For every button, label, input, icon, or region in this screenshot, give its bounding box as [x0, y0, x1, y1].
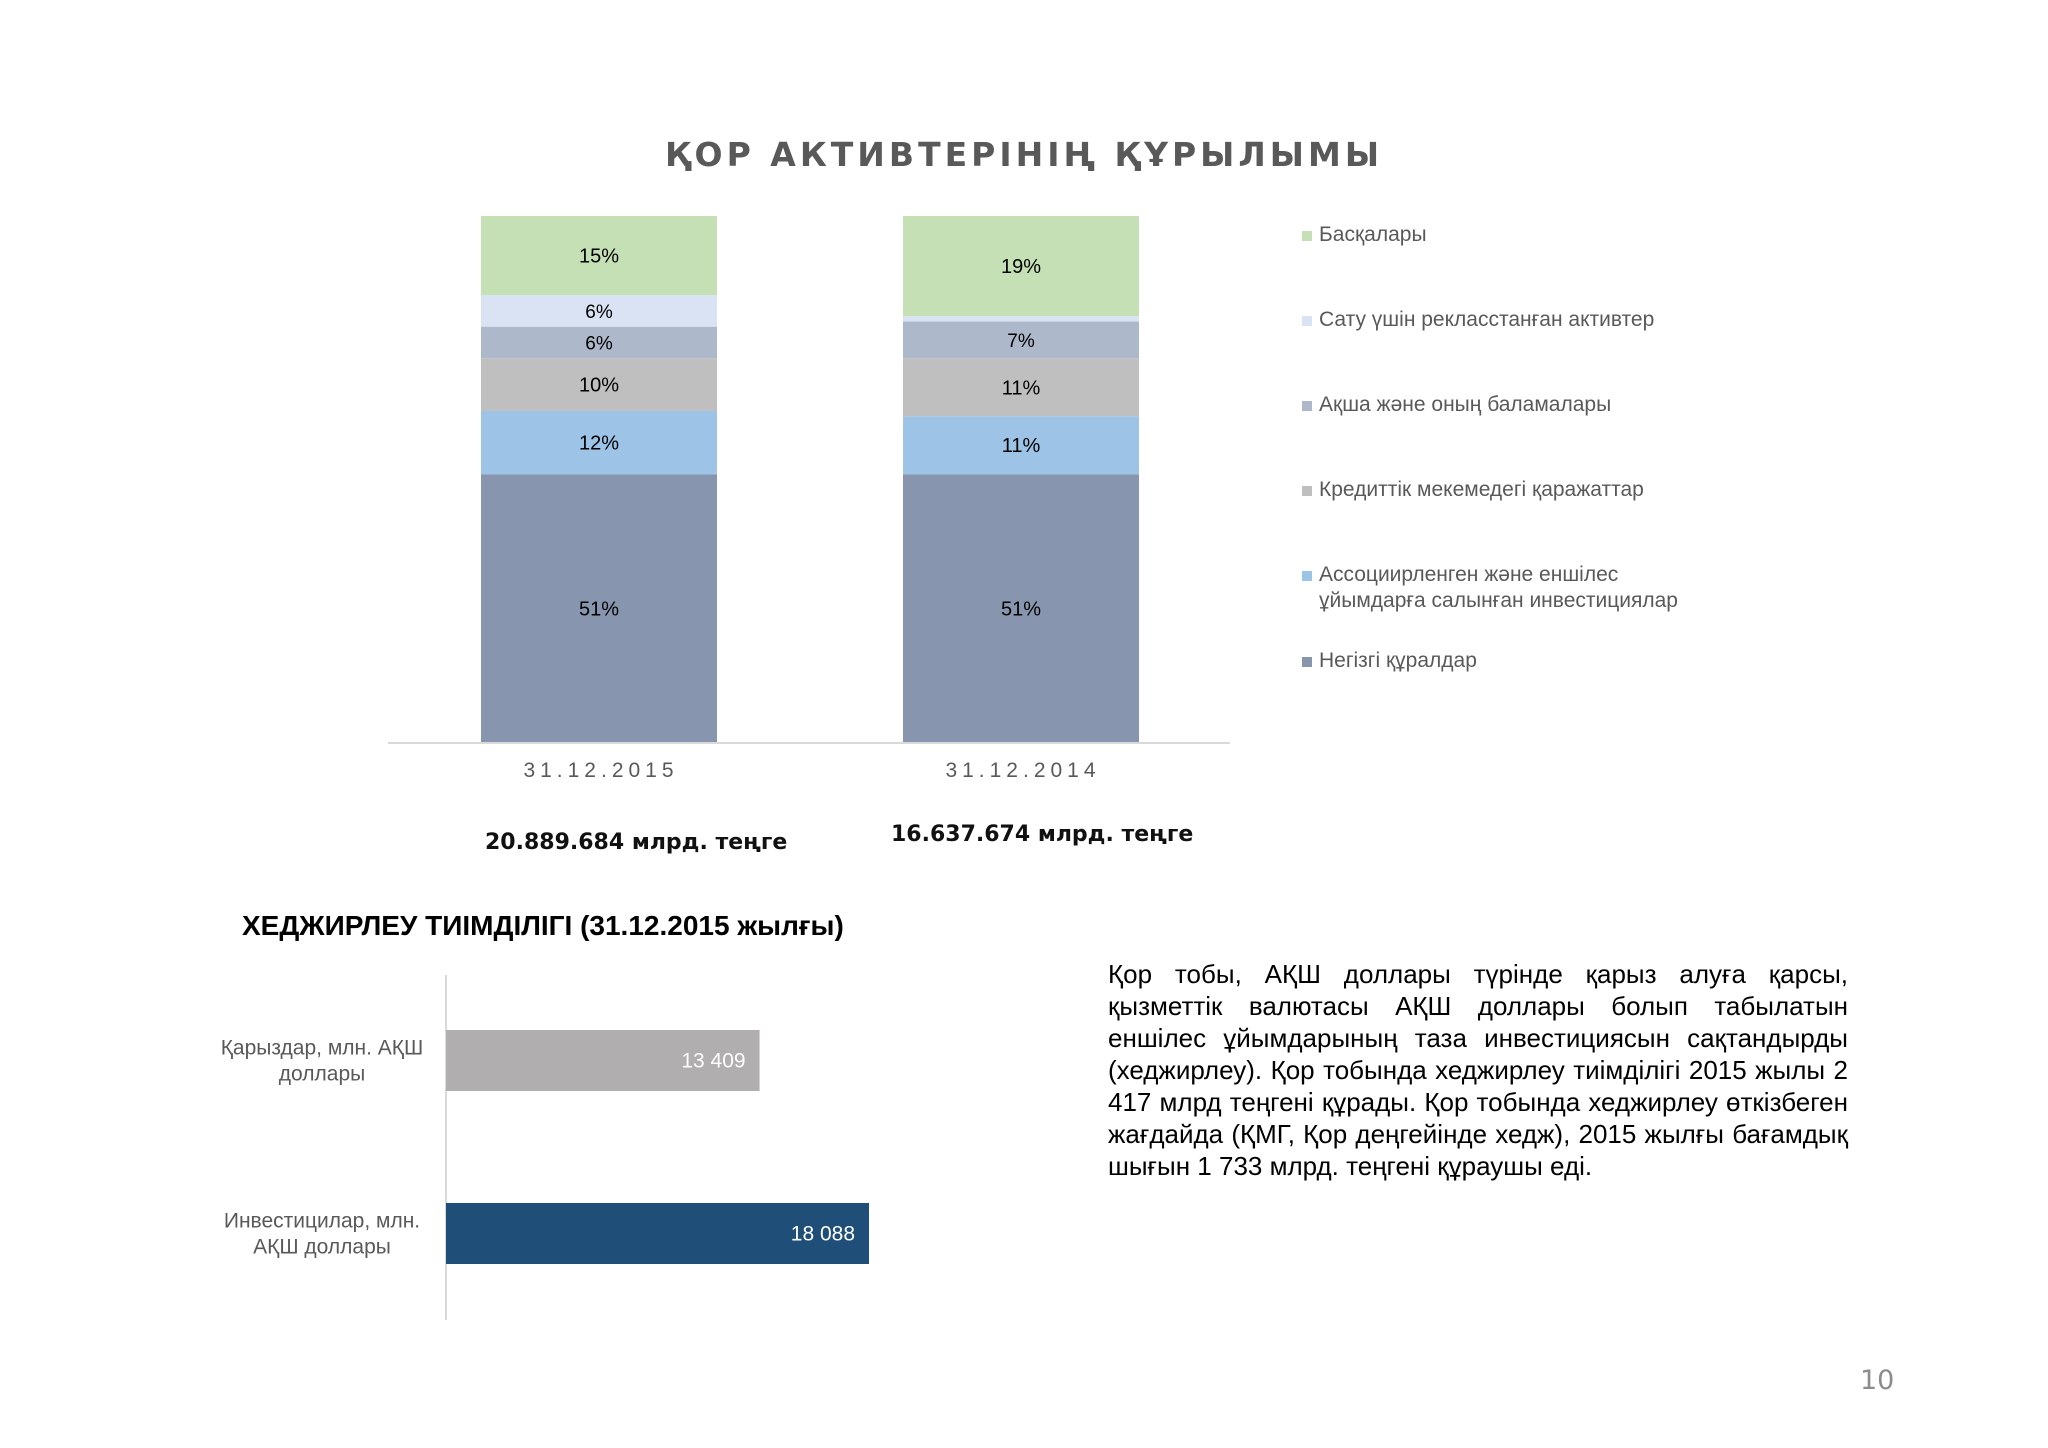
legend-label: Негізгі құралдар	[1319, 649, 1477, 672]
bar-label-1-2: 11%	[1001, 377, 1041, 400]
hbar-category-label-0: Қарыздар, млн. АҚШ доллары	[220, 1036, 424, 1086]
bar-label-0-1: 12%	[578, 432, 620, 455]
bar-label-0-5: 15%	[578, 245, 620, 268]
x-tick-label-0: 31.12.2015	[523, 759, 679, 782]
bar-label-1-1: 11%	[1001, 435, 1041, 458]
legend-label: Ассоциирленген және еншілес ұйымдарға салынған инвестициялар	[1319, 563, 1678, 612]
chart-title: ҚОР АКТИВТЕРІНІҢ ҚҰРЫЛЫМЫ	[664, 135, 1384, 174]
page-number: 10	[1860, 1365, 1895, 1396]
bar-label-0-3: 6%	[585, 333, 613, 355]
total-2015: 20.889.684 млрд. теңге	[485, 830, 788, 855]
x-tick-label-1: 31.12.2014	[945, 759, 1101, 782]
bar-label-1-3: 7%	[1007, 330, 1035, 352]
bar-label-1-5: 19%	[1000, 256, 1042, 279]
legend-label: Кредиттік мекемедегі қаражаттар	[1319, 478, 1644, 501]
legend-label: Ақша және оның баламалары	[1319, 393, 1612, 416]
bar-label-1-0: 51%	[1000, 598, 1042, 621]
bar-label-0-2: 10%	[578, 374, 620, 397]
bar-label-0-0: 51%	[578, 598, 620, 621]
hedge-chart-title: ХЕДЖИРЛЕУ ТИІМДІЛІГІ (31.12.2015 жылғы)	[242, 910, 844, 941]
total-2014: 16.637.674 млрд. теңге	[891, 822, 1194, 847]
hbar-value-label-1: 18 088	[790, 1222, 855, 1246]
hbar-value-label-0: 13 409	[681, 1049, 746, 1073]
bar-label-0-4: 6%	[585, 301, 613, 323]
hedge-description: Қор тобы, АҚШ доллары түрінде қарыз алуға қарсы, қызметтік валютасы АҚШ доллары болып табылатын еншілес ұйымдарының таза инвестициясын сақтандырды (хеджирлеу). Қор тобында хеджирлеу тиімділігі 2015 жылы 2 417 млрд теңгені құрады. Қор тобында хеджирлеу өткізбеген жағдайда (ҚМГ, Қор деңгейінде хедж), 2015 жылғы бағамдық шығын 1 733 млрд. теңгені құраушы еді.	[1108, 959, 1848, 1181]
legend-label: Басқалары	[1319, 223, 1427, 246]
hbar-category-label-1: Инвестицилар, млн. АҚШ доллары	[223, 1209, 421, 1259]
legend-label: Сату үшін рекласстанған активтер	[1319, 308, 1655, 331]
